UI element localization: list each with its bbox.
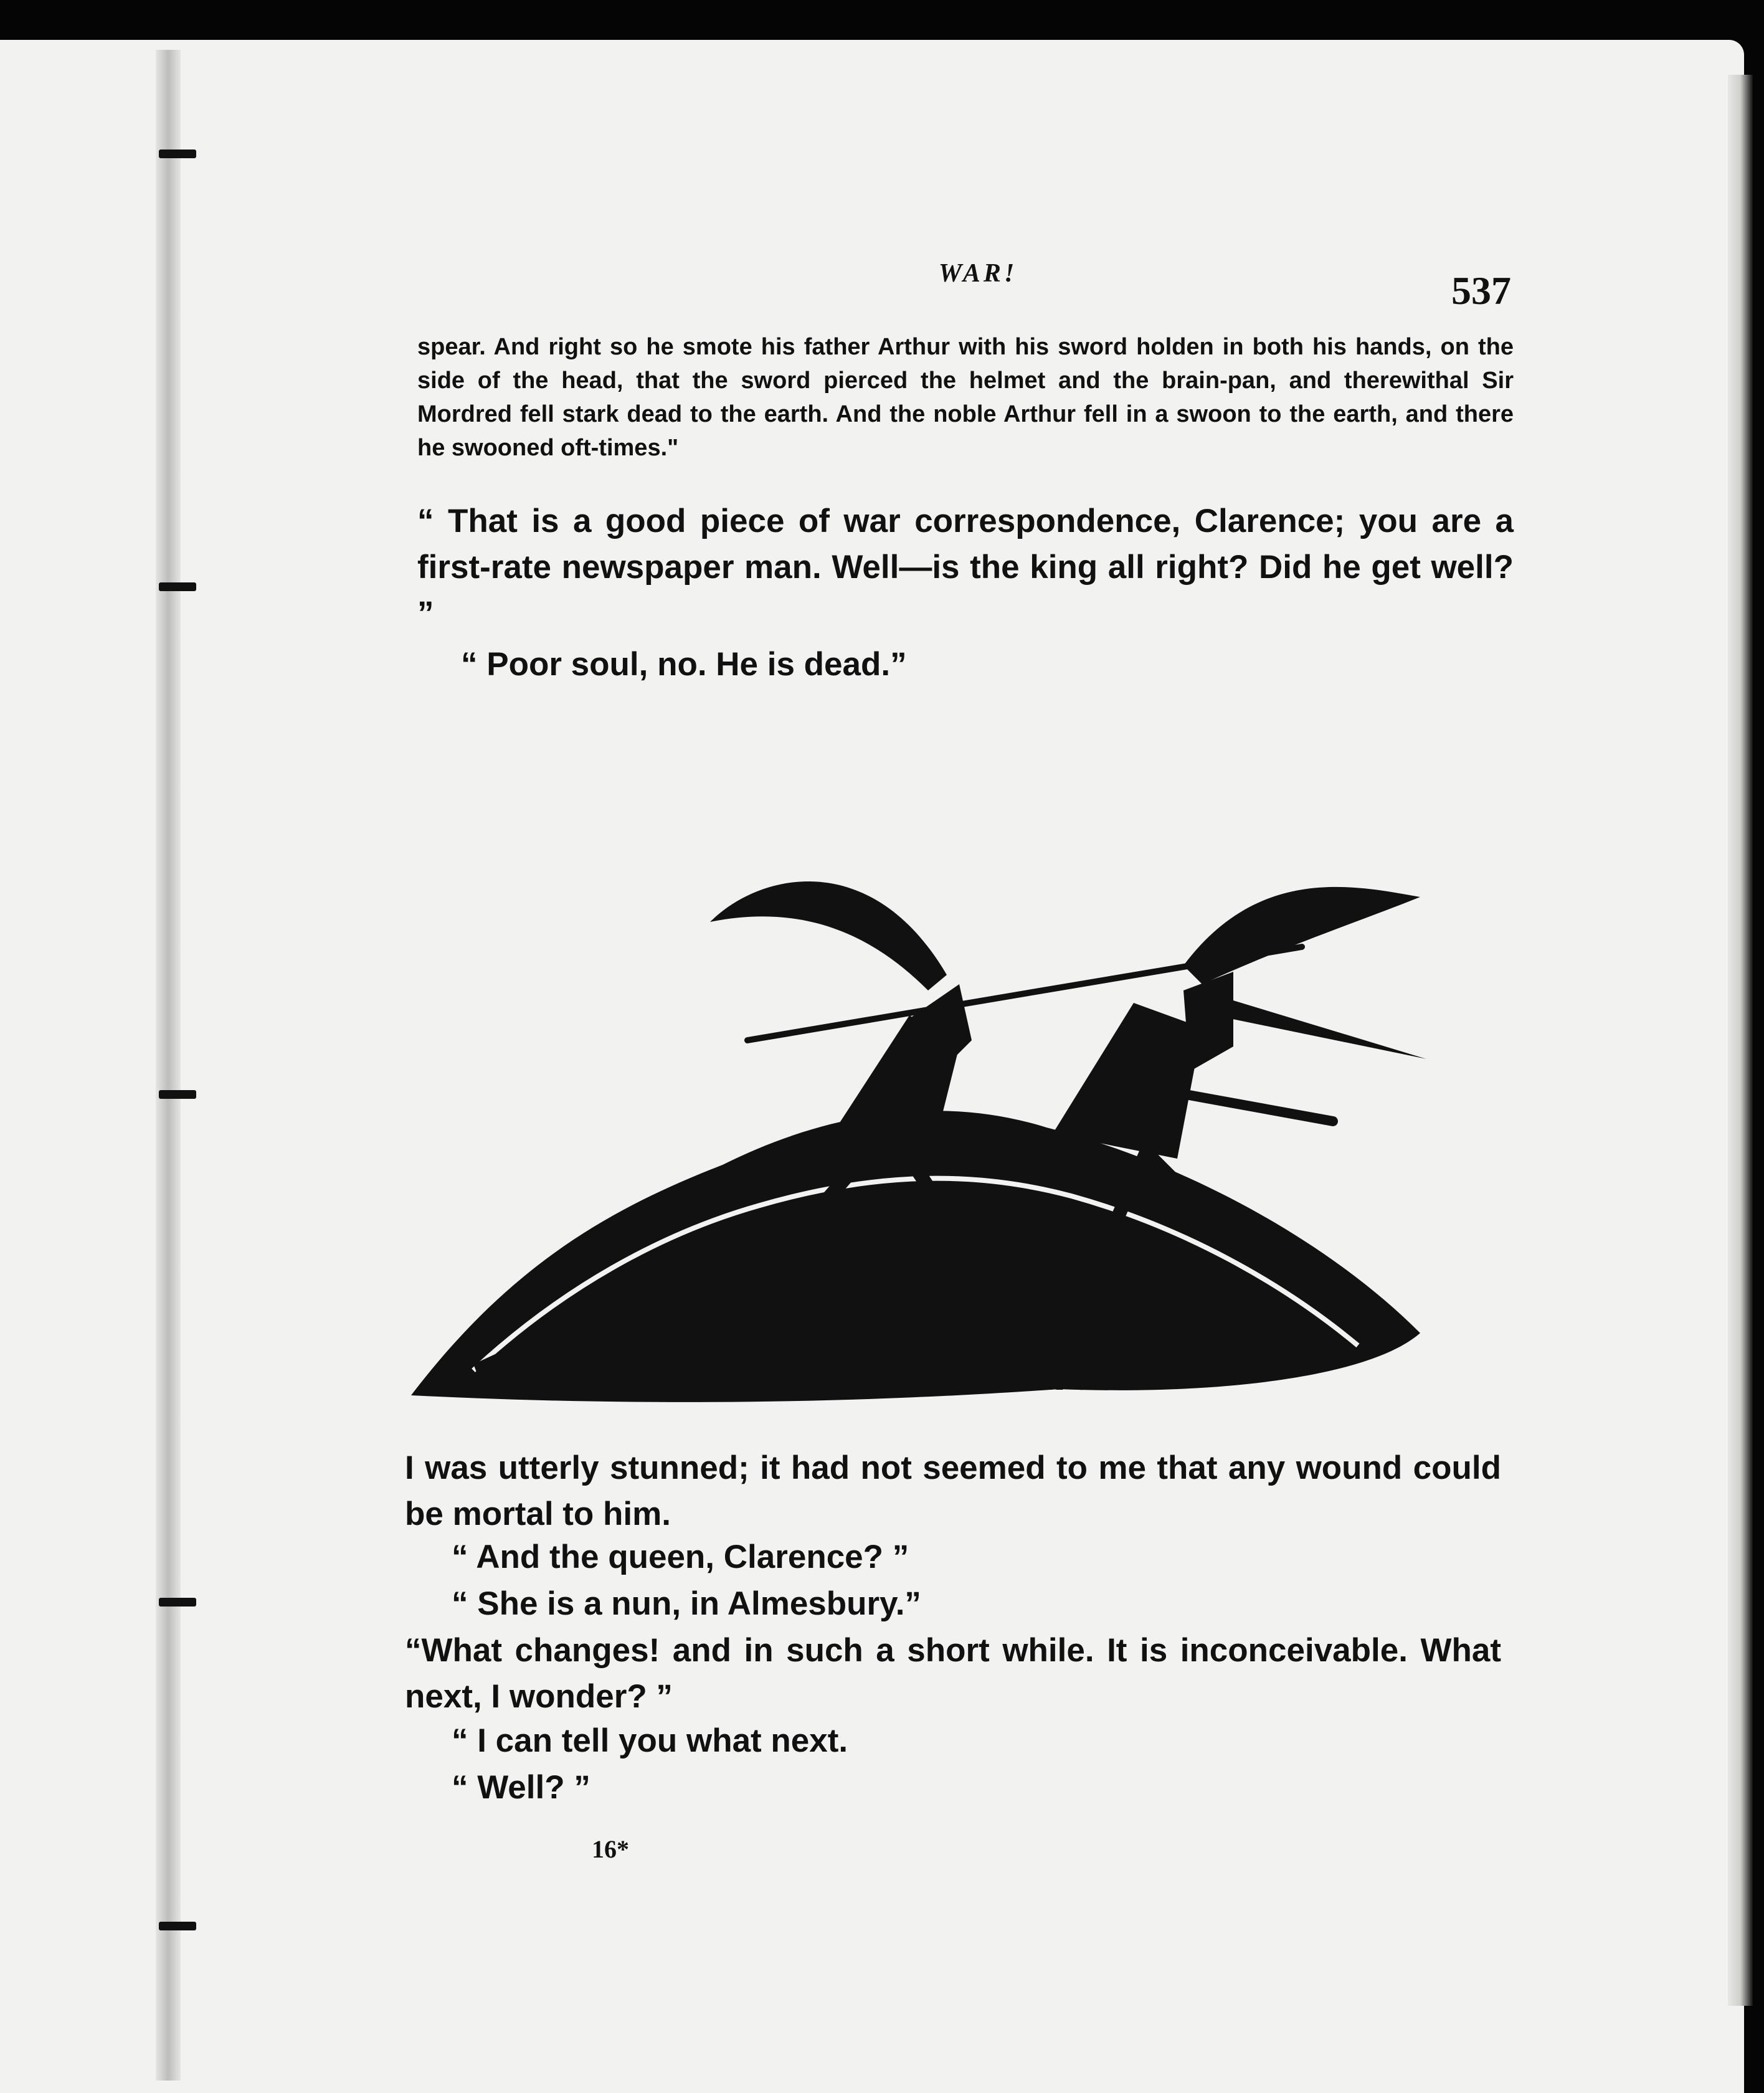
page-number: 537 <box>1451 268 1511 313</box>
page-edge <box>1728 75 1753 2006</box>
running-head: WAR! <box>938 259 1018 288</box>
body-paragraph: “ That is a good piece of war correspondence, Clarence; you are a first-rate newspaper man. Well—is the king all right? Did he get well? ” <box>417 503 1514 632</box>
body-paragraph: “ And the queen, Clarence? ” <box>452 1539 909 1575</box>
body-paragraph: “ Poor soul, no. He is dead.” <box>461 646 907 683</box>
body-paragraph: “What changes! and in such a short while. It is inconceivable. What next, I wonder? ” <box>405 1632 1501 1715</box>
binding-stitch <box>159 1598 196 1607</box>
body-paragraph: “ I can tell you what next. <box>452 1722 848 1759</box>
binding-stitch <box>159 150 196 158</box>
illustration-caption: “ TRAITOR, NOW IS THY DEATH DAY COME.” <box>674 1374 1157 1394</box>
binding-stitch <box>159 1922 196 1930</box>
page-gutter <box>156 50 181 2081</box>
binding-stitch <box>159 582 196 591</box>
binding-stitch <box>159 1090 196 1099</box>
body-paragraph: “ Well? ” <box>452 1769 590 1806</box>
signature-mark: 16* <box>592 1835 629 1863</box>
knights-battle-illustration <box>399 723 1520 1408</box>
quoted-passage: spear. And right so he smote his father Arthur with his sword holden in both his hands, on the side of the head, that the sword pierced the helmet and the brain-pan, and therewithal Sir Mordred fell stark dead to the earth. And the noble Arthur fell in a swoon to the earth, and there he swooned oft-times." <box>417 334 1514 461</box>
body-paragraph: I was utterly stunned; it had not seemed to me that any wound could be mortal to him. <box>405 1450 1501 1532</box>
body-paragraph: “ She is a nun, in Almesbury.” <box>452 1585 921 1622</box>
